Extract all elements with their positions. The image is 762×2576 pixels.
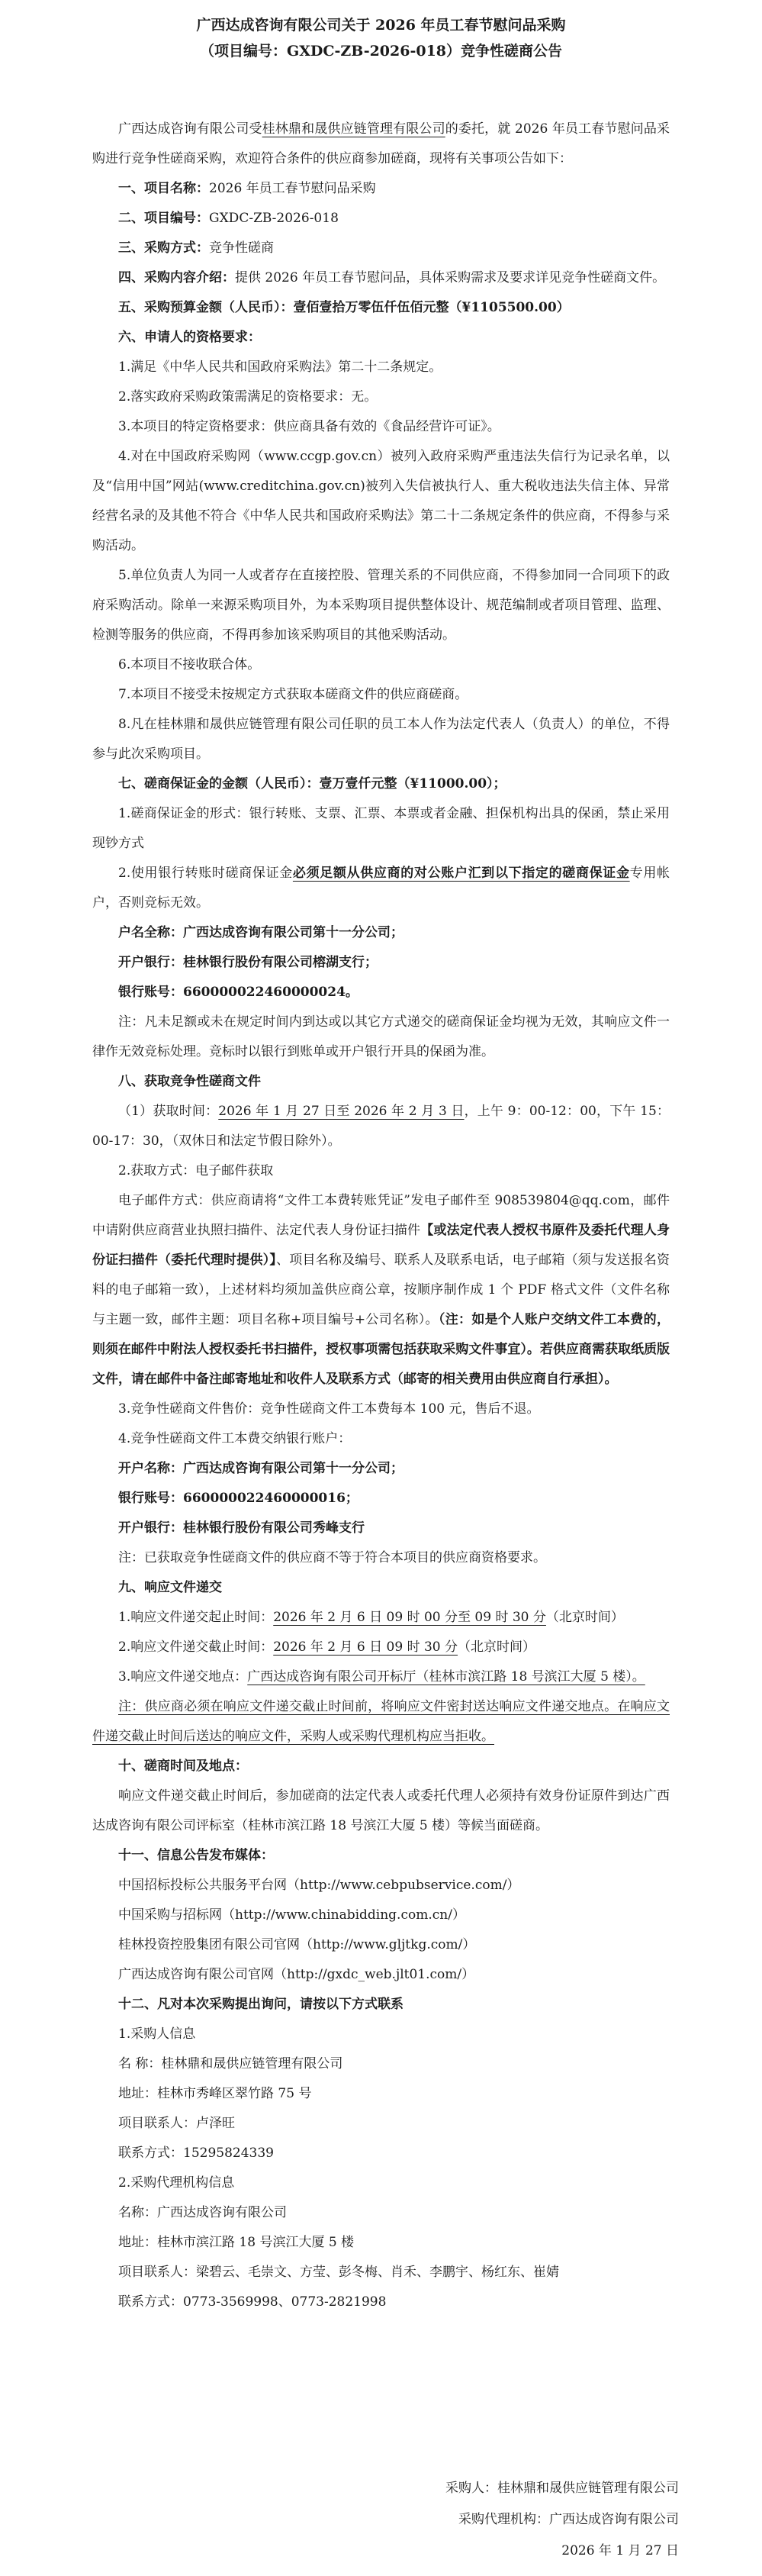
sec8-email-detail bbox=[92, 1186, 670, 1394]
fee-account-name bbox=[92, 1454, 670, 1484]
sec8-obtain-method bbox=[92, 1156, 670, 1186]
sec6-item3 bbox=[92, 412, 670, 442]
deposit-account-name bbox=[92, 918, 670, 948]
text-run: 响应文件递交截止时间后，参加磋商的法定代表人或委托代理人必须持有效身份证原件到达广西达成咨询有限公司评标室（桂林市滨江路 18 号滨江大厦 5 楼）等候当面磋商。 bbox=[92, 1788, 670, 1833]
text-run: 5.单位负责人为同一人或者存在直接控股、管理关系的不同供应商，不得参加同一合同项下的政府采购活动。除单一来源采购项目外，为本采购项目提供整体设计、规范编制或者项目管理、监理、检测等服务的供应商，不得再参加该采购项目的其他采购活动。 bbox=[92, 568, 670, 643]
sec6-item7 bbox=[92, 680, 670, 710]
text-run: 地址：桂林市滨江路 18 号滨江大厦 5 楼 bbox=[118, 2235, 355, 2250]
text-run: 竞争性磋商 bbox=[209, 240, 274, 256]
text-run: 项目联系人：梁碧云、毛崇文、方莹、彭冬梅、肖禾、李鹏宇、杨红东、崔婧 bbox=[118, 2265, 559, 2280]
text-run: （北京时间） bbox=[458, 1639, 536, 1655]
text-run: （注：如是个人账户交纳文件工本费的，则须在邮件中附法人授权委托书扫描件，授权事项需包括获取采购文件事宜）。若供应商需获取纸质版文件，请在邮件中备注邮寄地址和收件人及联系方式（邮寄的相关费用由供应商自行承担）。 bbox=[92, 1312, 670, 1387]
text-run: 专用帐户，否则竞标无效。 bbox=[92, 866, 670, 911]
text-run: 3.本项目的特定资格要求：供应商具备有效的《食品经营许可证》。 bbox=[118, 419, 500, 434]
text-run: 九、响应文件递交 bbox=[118, 1580, 222, 1595]
buyer-signature: 采购人：桂林鼎和晟供应链管理有限公司 bbox=[445, 2481, 679, 2496]
text-run: 1.满足《中华人民共和国政府采购法》第二十二条规定。 bbox=[118, 359, 442, 375]
text-run: 十、磋商时间及地点： bbox=[118, 1759, 248, 1774]
text-run: 四、采购内容介绍： bbox=[118, 270, 235, 285]
intro-paragraph bbox=[92, 114, 670, 174]
text-run: 八、获取竞争性磋商文件 bbox=[118, 1074, 261, 1089]
sec9-submit-window bbox=[92, 1603, 670, 1633]
text-run: 桂林投资控股集团有限公司官网（http://www.gljtkg.com/） bbox=[118, 1937, 476, 1952]
text-run: GXDC-ZB-2026-018 bbox=[209, 211, 339, 226]
text-run: 二、项目编号： bbox=[118, 211, 209, 226]
text-run: 中国采购与招标网（http://www.chinabidding.com.cn/） bbox=[118, 1907, 465, 1923]
buyer-address bbox=[92, 2079, 670, 2109]
sec6-qualification-heading bbox=[92, 323, 670, 353]
document-title bbox=[0, 0, 762, 64]
text-run: 1.采购人信息 bbox=[118, 2026, 196, 2042]
fee-account-number bbox=[92, 1484, 670, 1514]
sec8-heading bbox=[92, 1067, 670, 1097]
text-run: 7.本项目不接受未按规定方式获取本磋商文件的供应商磋商。 bbox=[118, 687, 468, 702]
sec6-item2 bbox=[92, 382, 670, 412]
text-run: （北京时间） bbox=[545, 1610, 624, 1625]
buyer-name bbox=[92, 2049, 670, 2079]
buyer-phone bbox=[92, 2139, 670, 2168]
text-run: 2.使用银行转账时磋商保证金 bbox=[118, 866, 293, 881]
text-run: 开户银行：桂林银行股份有限公司秀峰支行 bbox=[118, 1520, 365, 1536]
buyer-info-heading bbox=[92, 2020, 670, 2049]
signature-block bbox=[445, 2473, 679, 2567]
sec7-deposit-form bbox=[92, 799, 670, 859]
sec11-heading bbox=[92, 1841, 670, 1871]
buyer-contact bbox=[92, 2109, 670, 2139]
title-line-2: （项目编号：GXDC-ZB-2026-018）竞争性磋商公告 bbox=[199, 43, 563, 60]
text-run: 名称：广西达成咨询有限公司 bbox=[118, 2205, 287, 2220]
sec6-item5 bbox=[92, 561, 670, 650]
text-run: 项目联系人：卢泽旺 bbox=[118, 2116, 235, 2131]
text-run: 地址：桂林市秀峰区翠竹路 75 号 bbox=[118, 2086, 312, 2101]
text-run: 十一、信息公告发布媒体： bbox=[118, 1848, 274, 1863]
text-run: 提供 2026 年员工春节慰问品，具体采购需求及要求详见竞争性磋商文件。 bbox=[235, 270, 666, 285]
sec10-detail bbox=[92, 1781, 670, 1841]
sec6-item8 bbox=[92, 710, 670, 769]
agency-address bbox=[92, 2228, 670, 2258]
sec8-obtain-time bbox=[92, 1097, 670, 1156]
text-run: 银行账号：660000022460000024。 bbox=[118, 985, 358, 1000]
text-run: 1.响应文件递交起止时间： bbox=[118, 1610, 274, 1625]
media-gxdc bbox=[92, 1960, 670, 1990]
text-run: （1）获取时间： bbox=[118, 1104, 219, 1119]
text-run: 2.响应文件递交截止时间： bbox=[118, 1639, 274, 1655]
text-run: 银行账号：660000022460000016； bbox=[118, 1491, 358, 1506]
sec1-project-name bbox=[92, 174, 670, 204]
text-run: 开户名称：广西达成咨询有限公司第十一分公司； bbox=[118, 1461, 404, 1476]
sec9-submit-deadline bbox=[92, 1633, 670, 1662]
text-run: 广西达成咨询有限公司官网（http://gxdc_web.jlt01.com/） bbox=[118, 1967, 475, 1982]
sec9-submit-place bbox=[92, 1662, 670, 1692]
agency-info-heading bbox=[92, 2168, 670, 2198]
text-run: 六、申请人的资格要求： bbox=[118, 330, 261, 345]
text-run: 8.凡在桂林鼎和晟供应链管理有限公司任职的员工本人作为法定代表人（负责人）的单位，不得参与此次采购项目。 bbox=[92, 717, 670, 762]
deposit-note bbox=[92, 1008, 670, 1067]
text-run: 、项目名称及编号、联系人及联系电话，电子邮箱（须与发送报名资料的电子邮箱一致），上述材料均须加盖供应商公章，按顺序制作成 1 个 PDF 格式文件（文件名称与主题一致，邮件主题：项目名称+项目编号+公司名称）。 bbox=[92, 1253, 670, 1327]
text-run: 3.响应文件递交地点： bbox=[118, 1669, 248, 1685]
text-run: 联系方式：15295824339 bbox=[118, 2146, 274, 2161]
agency-phone bbox=[92, 2287, 670, 2317]
text-run: 三、采购方式： bbox=[118, 240, 209, 256]
agency-signature: 采购代理机构：广西达成咨询有限公司 bbox=[458, 2512, 679, 2527]
underlined-text: 2026 年 2 月 6 日 09 时 30 分 bbox=[273, 1639, 458, 1655]
sec6-item6 bbox=[92, 650, 670, 680]
sec8-note bbox=[92, 1543, 670, 1573]
text-run: 2.采购代理机构信息 bbox=[118, 2175, 235, 2191]
sec4-procurement-content bbox=[92, 263, 670, 293]
sec3-procurement-method bbox=[92, 234, 670, 263]
text-run: 中国招标投标公共服务平台网（http://www.cebpubservice.com/） bbox=[118, 1878, 520, 1893]
sec2-project-number bbox=[92, 204, 670, 234]
text-run: 七、磋商保证金的金额（人民币）：壹万壹仟元整（¥11000.00）； bbox=[118, 776, 506, 791]
text-run: 注：凡未足额或未在规定时间内到达或以其它方式递交的磋商保证金均视为无效，其响应文件一律作无效竞标处理。竞标时以银行到账单或开户银行开具的保函为准。 bbox=[92, 1014, 670, 1059]
text-run: 的委托，就 2026 年员工春节慰问品采购进行竞争性磋商采购，欢迎符合条件的供应商参加磋商，现将有关事项公告如下： bbox=[92, 121, 670, 166]
underlined-text: 广西达成咨询有限公司开标厅（桂林市滨江路 18 号滨江大厦 5 楼）。 bbox=[247, 1669, 645, 1685]
underlined-text: 2026 年 2 月 6 日 09 时 00 分至 09 时 30 分 bbox=[273, 1610, 546, 1625]
text-run: ，上午 9：00-12：00，下午 15：00-17：30，（双休日和法定节假日除外）。 bbox=[92, 1104, 670, 1149]
text-run: 名 称：桂林鼎和晟供应链管理有限公司 bbox=[118, 2056, 343, 2071]
text-run: 1.磋商保证金的形式：银行转账、支票、汇票、本票或者金融、担保机构出具的保函，禁止采用现钞方式 bbox=[92, 806, 670, 851]
sec6-item4 bbox=[92, 442, 670, 561]
text-run: 电子邮件方式：供应商请将“文件工本费转账凭证”发电子邮件至 908539804@qq.com，邮件中请附供应商营业执照扫描件、法定代表人身份证扫描件 bbox=[92, 1193, 670, 1238]
deposit-account-number bbox=[92, 978, 670, 1008]
media-chinabidding bbox=[92, 1901, 670, 1930]
text-run: 开户银行：桂林银行股份有限公司榕湖支行； bbox=[118, 955, 378, 970]
text-run: 4.对在中国政府采购网（www.ccgp.gov.cn）被列入政府采购严重违法失信行为记录名单，以及“信用中国”网站(www.creditchina.gov.cn)被列入失信被执行人、重大税收违法失信主体、异常经营名录的及其他不符合《中华人民共和国政府采购法》第二十二条规定条件的供应商，不得参与采购活动。 bbox=[92, 449, 670, 553]
media-cebpubservice bbox=[92, 1871, 670, 1901]
sec7-deposit-amount bbox=[92, 769, 670, 799]
sec12-heading bbox=[92, 1990, 670, 2020]
text-run: 2026 年员工春节慰问品采购 bbox=[209, 181, 376, 196]
sec7-deposit-transfer-rule bbox=[92, 859, 670, 918]
text-run: 户名全称：广西达成咨询有限公司第十一分公司； bbox=[118, 925, 404, 940]
agency-name bbox=[92, 2198, 670, 2228]
text-run: 广西达成咨询有限公司受 bbox=[118, 121, 262, 137]
sec8-doc-price bbox=[92, 1394, 670, 1424]
sec10-heading bbox=[92, 1752, 670, 1781]
sec9-heading bbox=[92, 1573, 670, 1603]
text-run: 【或法定代表人授权书原件及委托代理人身份证扫描件（委托代理时提供）】 bbox=[92, 1223, 670, 1268]
sec9-note bbox=[92, 1692, 670, 1752]
text-run: 联系方式：0773-3569998、0773-2821998 bbox=[118, 2294, 387, 2310]
date-line: 2026 年 1 月 27 日 bbox=[561, 2543, 679, 2558]
sec8-fee-account-heading bbox=[92, 1424, 670, 1454]
text-run: 十二、凡对本次采购提出询问，请按以下方式联系 bbox=[118, 1997, 404, 2012]
text-run: 3.竞争性磋商文件售价：竞争性磋商文件工本费每本 100 元，售后不退。 bbox=[118, 1401, 540, 1417]
underlined-text: 必须足额从供应商的对公账户汇到以下指定的磋商保证金 bbox=[292, 866, 630, 881]
sec6-item1 bbox=[92, 353, 670, 382]
text-run: 2.落实政府采购政策需满足的资格要求：无。 bbox=[118, 389, 378, 405]
deposit-account-bank bbox=[92, 948, 670, 978]
text-run: 4.竞争性磋商文件工本费交纳银行账户： bbox=[118, 1431, 352, 1446]
text-run: 五、采购预算金额（人民币）：壹佰壹拾万零伍仟伍佰元整（¥1105500.00） bbox=[118, 300, 570, 315]
sec5-budget bbox=[92, 293, 670, 323]
text-run: 一、项目名称： bbox=[118, 181, 209, 196]
media-gljtkg bbox=[92, 1930, 670, 1960]
document-body bbox=[92, 114, 670, 2317]
title-line-1: 广西达成咨询有限公司关于 2026 年员工春节慰问品采购 bbox=[196, 17, 566, 34]
text-run: 2.获取方式：电子邮件获取 bbox=[118, 1163, 274, 1178]
text-run: 注：已获取竞争性磋商文件的供应商不等于符合本项目的供应商资格要求。 bbox=[118, 1550, 546, 1565]
fee-account-bank bbox=[92, 1514, 670, 1543]
underlined-text: 2026 年 1 月 27 日至 2026 年 2 月 3 日 bbox=[218, 1104, 465, 1119]
underlined-text: 注：供应商必须在响应文件递交截止时间前，将响应文件密封送达响应文件递交地点。在响应文件递交截止时间后送达的响应文件，采购人或采购代理机构应当拒收。 bbox=[92, 1699, 670, 1744]
text-run: 6.本项目不接收联合体。 bbox=[118, 657, 261, 672]
agency-contacts bbox=[92, 2258, 670, 2287]
underlined-text: 桂林鼎和晟供应链管理有限公司 bbox=[262, 121, 445, 137]
